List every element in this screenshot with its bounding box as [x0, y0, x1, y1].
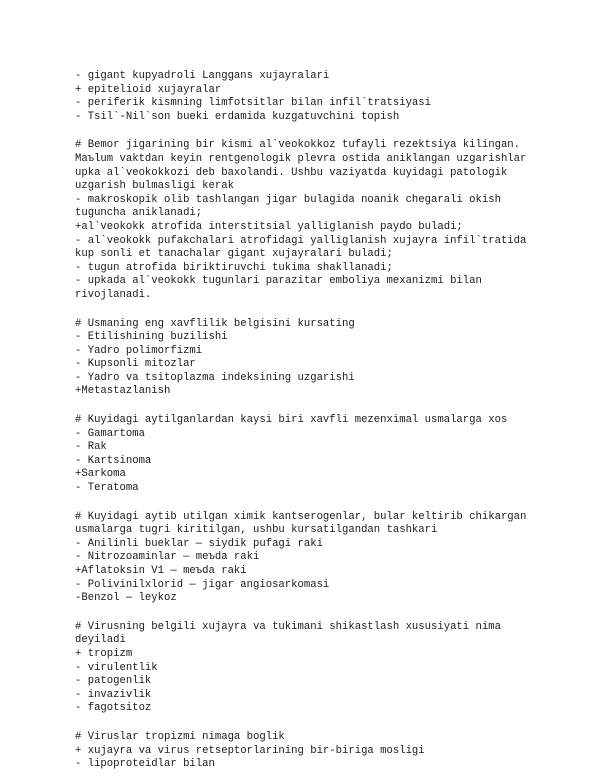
- answer-line: - virulentlik: [75, 661, 158, 674]
- answer-line: - Polivinilxlorid — jigar angiosarkomasi: [75, 578, 330, 591]
- question-block-mesenchymal: [75, 414, 560, 496]
- text-line: upka al`veokokkozi deb baxolandi. Ushbu vaziyatda kuyidagi patologik: [75, 166, 508, 179]
- answer-line: - lipoproteidlar bilan: [75, 758, 215, 771]
- answer-line: + xujayra va virus retseptorlarining bir-biriga mosligi: [75, 744, 425, 757]
- answer-line: - invazivlik: [75, 688, 152, 701]
- text-line: - gigant kupyadroli Langgans xujayralari: [75, 70, 330, 82]
- text-line: kup sonli et tanachalar gigant xujayralari buladi;: [75, 248, 393, 261]
- answer-line: - Kupsonli mitozlar: [75, 358, 196, 371]
- question-line: # Virusning belgili xujayra va tukimani shikastlash xususiyati nima: [75, 620, 501, 633]
- question-block-alveococcosis: [75, 139, 560, 302]
- text-line: - periferik kismning limfotsitlar bilan infil`tratsiyasi: [75, 97, 432, 110]
- answer-line: - upkada al`veokokk tugunlari parazitar emboliya mexanizmi bilan: [75, 275, 482, 288]
- answer-line: + tropizm: [75, 647, 133, 660]
- answer-line: -Benzol — leykoz: [75, 592, 177, 605]
- question-line: # Viruslar tropizmi nimaga boglik: [75, 730, 285, 743]
- question-block-tumor-danger: [75, 318, 560, 400]
- text-line: tuguncha aniklanadi;: [75, 207, 203, 220]
- answer-line: - Nitrozoaminlar — meъda raki: [75, 551, 260, 564]
- text-line: - Tsil`-Nil`son bueki erdamida kuzgatuvchini topish: [75, 110, 400, 123]
- question-block-virus-tropism: [75, 731, 560, 772]
- question-line: # Kuyidagi aytib utilgan ximik kantserogenlar, bular keltirib chikargan: [75, 510, 527, 523]
- answer-line: - fagotsitoz: [75, 702, 152, 715]
- answer-line: - Teratoma: [75, 482, 139, 495]
- answer-line: - Yadro va tsitoplazma indeksining uzgarishi: [75, 371, 355, 384]
- question-line: # Usmaning eng xavflilik belgisini kursating: [75, 317, 355, 330]
- text-block-1: [75, 70, 560, 124]
- answer-line: - Kartsinoma: [75, 454, 152, 467]
- text-line: rivojlanadi.: [75, 288, 152, 301]
- text-line: + epitelioid xujayralar: [75, 83, 222, 96]
- answer-line: - al`veokokk pufakchalari atrofidagi yalliglanish xujayra infil`tratida: [75, 234, 527, 247]
- answer-line: +al`veokokk atrofida interstitsial yalliglanish paydo buladi;: [75, 220, 463, 233]
- answer-line: - makroskopik olib tashlangan jigar bulagida noanik chegarali okish: [75, 193, 501, 206]
- question-block-carcinogens: [75, 511, 560, 606]
- answer-line: - tugun atrofida biriktiruvchi tukima shakllanadi;: [75, 261, 393, 274]
- answer-line: - Rak: [75, 441, 107, 454]
- answer-line: - Gamartoma: [75, 427, 145, 440]
- text-line: usmalarga tugri kiritilgan, ushbu kursatilgandan tashkari: [75, 524, 438, 537]
- text-line: deyiladi: [75, 634, 126, 647]
- question-line: # Kuyidagi aytilganlardan kaysi biri xavfli mezenximal usmalarga xos: [75, 414, 508, 427]
- answer-line: +Aflatoksin V1 — meъda raki: [75, 565, 247, 577]
- answer-line: - Etilishining buzilishi: [75, 331, 228, 344]
- question-line: # Bemor jigarining bir kismi al`veokokkoz tufayli rezektsiya kilingan.: [75, 139, 521, 152]
- text-line: uzgarish bulmasligi kerak: [75, 180, 234, 193]
- answer-line: +Metastazlanish: [75, 385, 171, 398]
- answer-line: +Sarkoma: [75, 468, 126, 481]
- answer-line: - Anilinli bueklar — siydik pufagi raki: [75, 537, 323, 550]
- text-line: Maъlum vaktdan keyin rentgenologik plevra ostida aniklangan uzgarishlar: [75, 152, 527, 165]
- question-block-virus-property: [75, 621, 560, 716]
- answer-line: - patogenlik: [75, 675, 152, 688]
- answer-line: - Yadro polimorfizmi: [75, 344, 203, 357]
